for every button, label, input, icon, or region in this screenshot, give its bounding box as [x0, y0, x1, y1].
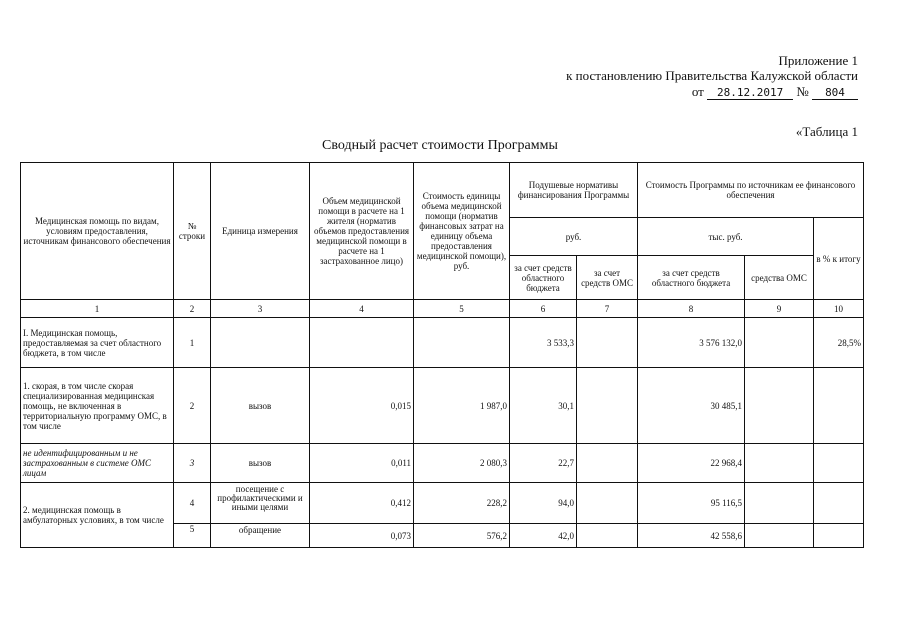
- col-header-care-type: Медицинская помощь по видам, условиям предоставления, источникам финансового обеспечения: [21, 163, 174, 300]
- cell-percent: [814, 483, 864, 524]
- resolution-date-line: [692, 84, 858, 100]
- number-prefix: №: [796, 84, 809, 99]
- col-header-unit-cost: Стоимость единицы объема медицинской помощи (норматив финансовых затрат на единицу объема предоставления медицинской помощи), руб.: [414, 163, 510, 300]
- cell-oms-rub: [577, 368, 638, 444]
- cell-budget-thous: 42 558,6: [638, 524, 745, 548]
- cell-percent: [814, 444, 864, 483]
- cell-budget-rub: 30,1: [510, 368, 577, 444]
- cell-oms-thous: [745, 318, 814, 368]
- row-number: 1: [174, 318, 211, 368]
- appendix-label: Приложение 1: [778, 53, 858, 68]
- cell-volume: 0,015: [310, 368, 414, 444]
- column-number: 2: [174, 300, 211, 318]
- row-unit: обращение: [211, 524, 310, 548]
- cell-unit-cost: 1 987,0: [414, 368, 510, 444]
- col-header-unit: Единица измерения: [211, 163, 310, 300]
- cell-budget-thous: 30 485,1: [638, 368, 745, 444]
- resolution-date: 28.12.2017: [707, 86, 793, 100]
- cell-volume: 0,412: [310, 483, 414, 524]
- cell-percent: [814, 368, 864, 444]
- cell-budget-rub: 42,0: [510, 524, 577, 548]
- cell-percent: 28,5%: [814, 318, 864, 368]
- cell-budget-rub: 22,7: [510, 444, 577, 483]
- cell-oms-thous: [745, 524, 814, 548]
- table-row: [21, 368, 864, 444]
- unit-rub: руб.: [510, 218, 638, 256]
- column-number: 4: [310, 300, 414, 318]
- row-label: 1. скорая, в том числе скорая специализированная медицинская помощь, не включенная в территориальную программу ОМС, в том числе: [21, 368, 174, 444]
- cell-unit-cost: [414, 318, 510, 368]
- cell-unit-cost: 576,2: [414, 524, 510, 548]
- column-numbers-row: [21, 300, 864, 318]
- column-number: 5: [414, 300, 510, 318]
- header-row-1: [21, 163, 864, 218]
- row-label: I. Медицинская помощь, предоставляемая за счет областного бюджета, в том числе: [21, 318, 174, 368]
- column-number: 3: [211, 300, 310, 318]
- cell-budget-rub: 94,0: [510, 483, 577, 524]
- date-prefix: от: [691, 84, 704, 99]
- cell-unit-cost: 228,2: [414, 483, 510, 524]
- table-reference: «Таблица 1: [795, 124, 858, 139]
- cell-oms-thous: [745, 368, 814, 444]
- cell-oms-rub: [577, 483, 638, 524]
- resolution-label: к постановлению Правительства Калужской области: [566, 68, 858, 83]
- page-title: Сводный расчет стоимости Программы: [322, 138, 558, 153]
- column-number: 8: [638, 300, 745, 318]
- cost-table: [20, 162, 864, 548]
- table-row: [21, 444, 864, 483]
- cell-volume: [310, 318, 414, 368]
- column-number: 7: [577, 300, 638, 318]
- cell-percent: [814, 524, 864, 548]
- cell-unit-cost: 2 080,3: [414, 444, 510, 483]
- column-number: 6: [510, 300, 577, 318]
- column-number: 1: [21, 300, 174, 318]
- col-header-budget-thous: за счет средств областного бюджета: [638, 256, 745, 300]
- column-number: 9: [745, 300, 814, 318]
- table-row: [21, 483, 864, 524]
- col-header-oms-rub: за счет средств ОМС: [577, 256, 638, 300]
- group-header-program-cost: Стоимость Программы по источникам ее финансового обеспечения: [638, 163, 864, 218]
- column-number: 10: [814, 300, 864, 318]
- row-unit: посещение с профилактическими и иными целями: [211, 483, 310, 524]
- row-number: 5: [174, 524, 211, 548]
- row-unit: вызов: [211, 444, 310, 483]
- cell-oms-rub: [577, 318, 638, 368]
- group-header-per-capita: Подушевые нормативы финансирования Программы: [510, 163, 638, 218]
- cell-volume: 0,073: [310, 524, 414, 548]
- row-number: 2: [174, 368, 211, 444]
- cell-budget-rub: 3 533,3: [510, 318, 577, 368]
- resolution-number: 804: [812, 86, 858, 100]
- table-row: [21, 318, 864, 368]
- row-label: не идентифицированным и не застрахованным в системе ОМС лицам: [21, 444, 174, 483]
- cell-oms-thous: [745, 483, 814, 524]
- col-header-oms-thous: средства ОМС: [745, 256, 814, 300]
- cell-oms-rub: [577, 524, 638, 548]
- col-header-volume: Объем медицинской помощи в расчете на 1 жителя (норматив объемов предоставления медицинской помощи в расчете на 1 застрахованное лицо): [310, 163, 414, 300]
- cell-oms-thous: [745, 444, 814, 483]
- cell-oms-rub: [577, 444, 638, 483]
- row-number: 4: [174, 483, 211, 524]
- cell-budget-thous: 22 968,4: [638, 444, 745, 483]
- col-header-percent: в % к итогу: [814, 218, 864, 300]
- unit-thous-rub: тыс. руб.: [638, 218, 814, 256]
- row-number: 3: [174, 444, 211, 483]
- cell-volume: 0,011: [310, 444, 414, 483]
- col-header-row-number: № строки: [174, 163, 211, 300]
- col-header-budget-rub: за счет средств областного бюджета: [510, 256, 577, 300]
- cell-budget-thous: 95 116,5: [638, 483, 745, 524]
- cell-budget-thous: 3 576 132,0: [638, 318, 745, 368]
- row-unit: вызов: [211, 368, 310, 444]
- row-unit: [211, 318, 310, 368]
- row-label: 2. медицинская помощь в амбулаторных условиях, в том числе: [21, 483, 174, 548]
